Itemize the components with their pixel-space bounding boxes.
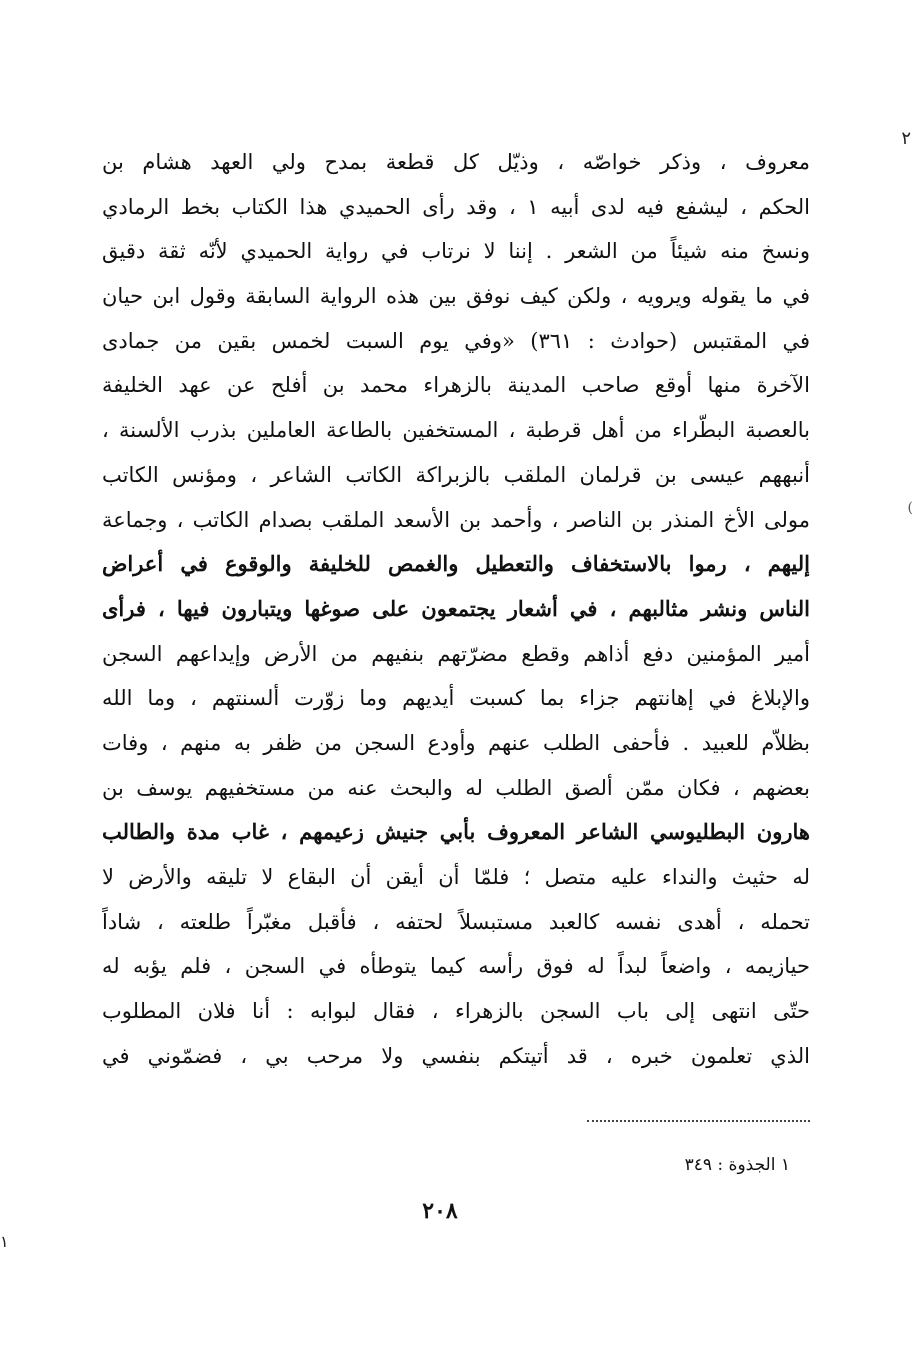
text-line: الآخرة منها أوقع صاحب المدينة بالزهراء محمد بن أفلح عن عهد الخليفة — [102, 373, 810, 398]
text-line: حتّى انتهى إلى باب السجن بالزهراء ، فقال لبوابه : أنا فلان المطلوب — [102, 999, 810, 1024]
text-line: أمير المؤمنين دفع أذاهم وقطع مضرّتهم بنفيهم من الأرض وإيداعهم السجن — [102, 641, 810, 666]
footnote: ١ الجذوة : ٣٤٩ — [684, 1155, 790, 1175]
text-line: بعضهم ، فكان ممّن ألصق الطلب له والبحث عنه من مستخفيهم يوسف بن — [102, 775, 810, 800]
margin-mark-middle-right: ( — [907, 500, 913, 516]
text-line: حيازيمه ، واضعاً لبداً له فوق رأسه كيما يتوطأه في السجن ، فلم يؤبه له — [102, 954, 810, 979]
text-line: في المقتبس (حوادث : ٣٦١) «وفي يوم السبت لخمس بقين من جمادى — [102, 328, 810, 353]
text-line: والإبلاغ في إهانتهم جزاء بما كسبت أيديهم وما زوّرت ألسنتهم ، وما الله — [102, 686, 810, 711]
footnote-separator — [587, 1120, 810, 1122]
text-line: مولى الأخ المنذر بن الناصر ، وأحمد بن الأسعد الملقب بصدام الكاتب ، وجماعة — [102, 507, 810, 532]
text-line: معروف ، وذكر خواصّه ، وذيّل كل قطعة بمدح ولي العهد هشام بن — [102, 150, 810, 174]
page-number: ٢٠٨ — [422, 1198, 458, 1224]
text-line: ونسخ منه شيئاً من الشعر . إننا لا نرتاب في رواية الحميدي لأنّه ثقة دقيق — [102, 239, 810, 264]
text-line: في ما يقوله ويرويه ، ولكن كيف نوفق بين هذه الرواية السابقة وقول ابن حيان — [102, 284, 810, 309]
margin-mark-top-right: ٢ — [901, 128, 911, 149]
margin-mark-bottom-left: ١ — [0, 1232, 9, 1251]
text-line: الذي تعلمون خبره ، قد أتيتكم بنفسي ولا مرحب بي ، فضمّوني في — [102, 1043, 810, 1068]
text-line: له حثيث والنداء عليه متصل ؛ فلمّا أن أيقن أن البقاع لا تليقه والأرض لا — [102, 865, 810, 889]
text-line: أنبههم عيسى بن قرلمان الملقب بالزبراكة الكاتب الشاعر ، ومؤنس الكاتب — [102, 462, 810, 487]
text-line: تحمله ، أهدى نفسه كالعبد مستبسلاً لحتفه ، فأقبل مغبّراً طلعته ، شاداً — [102, 909, 810, 934]
text-line: إليهم ، رموا بالاستخفاف والتعطيل والغمص للخليفة والوقوع في أعراض — [102, 551, 810, 577]
body-text — [102, 140, 810, 1078]
text-line: بظلاّم للعبيد . فأحفى الطلب عنهم وأودع السجن من ظفر به منهم ، وفات — [102, 730, 810, 755]
text-line: هارون البطليوسي الشاعر المعروف بأبي جنيش زعيمهم ، غاب مدة والطالب — [102, 819, 810, 845]
text-line: الناس ونشر مثالبهم ، في أشعار يجتمعون على صوغها ويتبارون فيها ، فرأى — [102, 595, 810, 621]
text-line: بالعصبة البطّراء من أهل قرطبة ، المستخفين بالطاعة العاملين بذرب الألسنة ، — [102, 418, 810, 443]
text-line: الحكم ، ليشفع فيه لدى أبيه ١ ، وقد رأى الحميدي هذا الكتاب بخط الرمادي — [102, 194, 810, 219]
